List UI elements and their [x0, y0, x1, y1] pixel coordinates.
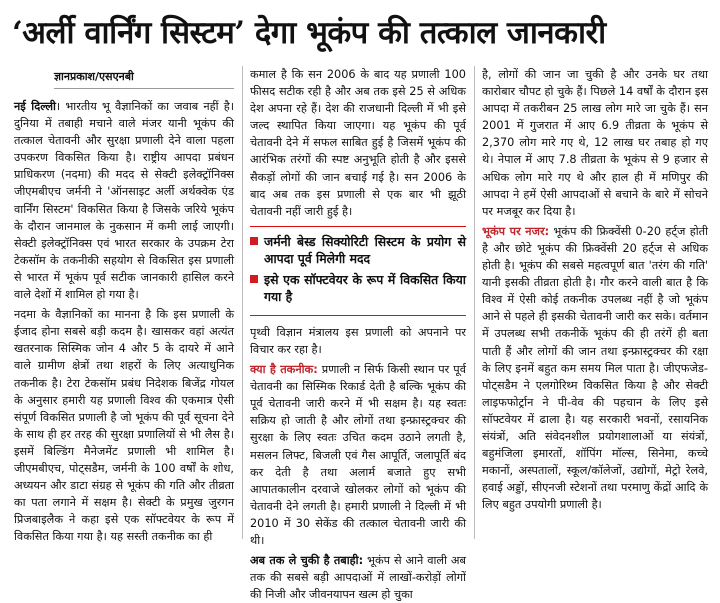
red-square-bullet-icon	[250, 275, 258, 283]
paragraph	[482, 223, 708, 514]
paragraph	[250, 552, 466, 603]
highlight-item	[250, 271, 466, 305]
column-divider	[242, 66, 243, 539]
paragraph: पृथ्वी विज्ञान मंत्रालय इस प्रणाली को अपनाने पर विचार कर रहा है।	[250, 325, 466, 356]
byline: ज्ञानप्रकाश/एसएनबी	[54, 70, 134, 83]
paragraph-text: । भारतीय भू वैज्ञानिकों का जवाब नहीं है। दुनिया में तबाही मचाने वाले मंजर यानी भूकंप की तत्काल चेतावनी और सुरक्षा प्रणाली देने वाला पहला उपकरण विकसित किया है। राष्ट्रीय आपदा प्रबंधन प्राधिकरण (नदमा) की मदद से सेक्टी इलेक्ट्रॉनिक्स जीएमबीएच जर्मनी ने 'ऑनसाइट अर्ली अर्थक्वेक एंड वार्निंग सिस्टम' विकसित किया है जिसके जरिये भूकंप के दौरान जानमाल के नुकसान में कमी लाई जाएगी। सेक्टी इलेक्ट्रॉनिक्स एवं भारत सरकार के उपक्रम टेरा टेकसॉम के तकनीकी सहयोग से विकसित इस प्रणाली से भारत में भूकंप पूर्व सटीक जानकारी हासिल करने वाले देशों में शामिल हो गया है।	[14, 100, 234, 302]
subheading: अब तक ले चुकी है तबाही:	[250, 554, 364, 568]
paragraph-text: भूकंप की फ्रिक्वेंसी 0-20 हर्ट्ज होती है और छोटे भूकंप की फ्रिक्वेंसी 20 हर्ट्ज से अधिक होती है। भूकंप की सबसे महत्वपूर्ण बात 'तरंग की गति' यानी इसकी तीव्रता होती है। गौर करने वाली बात है कि विश्व में ऐसी कोई तकनीक उपलब्ध नहीं है जो भूकंप आने से पहले ही इसकी चेतावनी जारी कर सके। वर्तमान में उपलब्ध सभी तकनीकें भूकंप की ही तरंगें ही बता पाती हैं और लोगों की जान तथा इन्फ्रास्ट्रक्चर की रक्षा के लिए इनमें बहुत कम समय मिल पाता है। जीएफजेड-पोट्सडैम ने एलगोरिथ्म विकसित किया है और सेक्टी लाइफफोर्ट्रान ने पी-वेव की पहचान के लिए इसे सॉफ्टवेयर में ढाला है। यह सरकारी भवनों, रसायनिक संयंत्रों, अति संवेदनशील प्रयोगशालाओं या संयंत्रों, बहुमंजिला इमारतों, शॉपिंग मॉल्स, सिनेमा, कच्चे मकानों, अस्पतालों, स्कूल/कॉलेजों, उद्योगों, मेट्रो रेलवे, हवाई अड्डों, सीएनजी स्टेशनों तथा परमाणु केंद्रों आदि के लिए बहुत उपयोगी प्रणाली है।	[482, 224, 708, 512]
subheading: क्या है तकनीक:	[250, 363, 318, 377]
column-2	[250, 66, 466, 602]
column-1	[14, 98, 234, 543]
highlight-item	[250, 233, 466, 267]
highlight-text: जर्मनी बेस्ड सिक्योरिटी सिस्टम के प्रयोग से आपदा पूर्व मिलेगी मदद	[264, 233, 466, 266]
paragraph-text: भूकंप से आने वाली अब तक की सबसे बड़ी आपदाओं में लाखों-करोड़ों लोगों की निजी और जीवनयापन खत्म हो चुका	[250, 554, 466, 602]
highlight-text: इसे एक सॉफ्टवेयर के रूप में विकसित किया गया है	[264, 271, 466, 304]
headline: ‘अर्ली वार्निंग सिस्टम’ देगा भूकंप की तत्काल जानकारी	[12, 15, 606, 51]
paragraph: है, लोगों की जान जा चुकी है और उनके घर तथा कारोबार चौपट हो चुके हैं। पिछले 14 वर्षों के दौरान इस आपदा में तकरीबन 25 लाख लोग मारे जा चुके हैं। सन 2001 में गुजरात में आए 6.9 तीव्रता के भूकंप से 2,370 लोग मारे गए थे, 12 लाख घर तबाह हो गए थे। नेपाल में आए 7.8 तीव्रता के भूकंप से 9 हजार से अधिक लोग मारे गए थे और हाल ही में मणिपुर की आपदा ने हमें ऐसी आपदाओं से बचाने के बारे में सोचने पर मजबूर कर दिया है।	[482, 68, 708, 218]
column-3	[482, 66, 708, 543]
paragraph	[250, 361, 466, 549]
paragraph	[14, 98, 234, 303]
dateline: नई दिल्ली	[14, 100, 56, 113]
subheading: भूकंप पर नजर:	[482, 224, 550, 238]
highlight-box	[250, 226, 466, 316]
red-square-bullet-icon	[250, 237, 258, 245]
column-divider	[474, 66, 475, 539]
paragraph-text: प्रणाली न सिर्फ किसी स्थान पर पूर्व चेतावनी का सिस्मिक रिकार्ड देती है बल्कि भूकंप की पूर्व चेतावनी जारी करने में भी सक्षम है। यह स्वतः सक्रिय हो जाती है और लोगों तथा इन्फ्रास्ट्रक्चर की सुरक्षा के लिए स्वतः उचित कदम उठाने लगती है, मसलन लिफ्ट, बिजली एवं गैस आपूर्ति, जलापूर्ति बंद कर देती है तथा अलार्म बजाते हुए सभी आपातकालीन दरवाजे खोलकर लोगों को भूकंप की चेतावनी देने लगती है। हमारी प्रणाली ने दिल्ली में भी 2010 में 30 सेकेंड की तत्काल चेतावनी जारी की थी।	[250, 363, 466, 547]
paragraph: कमाल है कि सन 2006 के बाद यह प्रणाली 100 फीसद सटीक रही है और अब तक इसे 25 से अधिक देश अपना रहे हैं। देश की राजधानी दिल्ली में भी इसे जल्द स्थापित किया जाएगा। यह भूकंप की पूर्व चेतावनी देने में सफल साबित हुई है जिसमें भूकंप की आरंभिक तरंगों की स्पष्ट अनुभूति होती है और इससे सैकड़ों लोगों की जान बचाई गई है। सन 2006 के बाद अब तक इस प्रणाली से एक बार भी झूठी चेतावनी नहीं जारी हुई है।	[250, 68, 466, 218]
paragraph: नदमा के वैज्ञानिकों का मानना है कि इस प्रणाली के ईजाद होना सबसे बड़ी कदम है। खासकर वहां अत्यंत खतरनाक सिस्मिक जोन 4 और 5 के दायरे में आने वाले ग्रामीण क्षेत्रों तथा शहरों के लिए अत्याधुनिक तकनीक है। टेरा टेकसॉम प्रबंध निदेशक बिजेंद्र गोयल के अनुसार हमारी यह प्रणाली विश्व की एकमात्र ऐसी संपूर्ण विकसित प्रणाली है जो भूकंप की पूर्व सूचना देने के साथ ही हर तरह की सुरक्षा प्रणालियों से भी लैस है। इसमें बिल्डिंग मैनेजमेंट प्रणाली भी शामिल है। जीएमबीएच, पोट्सडैम, जर्मनी के 100 वर्षों के शोध, अध्ययन और डाटा संग्रह से भूकंप की गति और तीव्रता का पता लगाने में सक्षम है। सेक्टी के प्रमुख जुरगन प्रिजबाइलैक ने कहा इसे एक सॉफ्टवेयर के रूप में विकसित किया गया है। यह सस्ती तकनीक का ही	[14, 308, 234, 544]
byline-divider	[54, 88, 234, 89]
